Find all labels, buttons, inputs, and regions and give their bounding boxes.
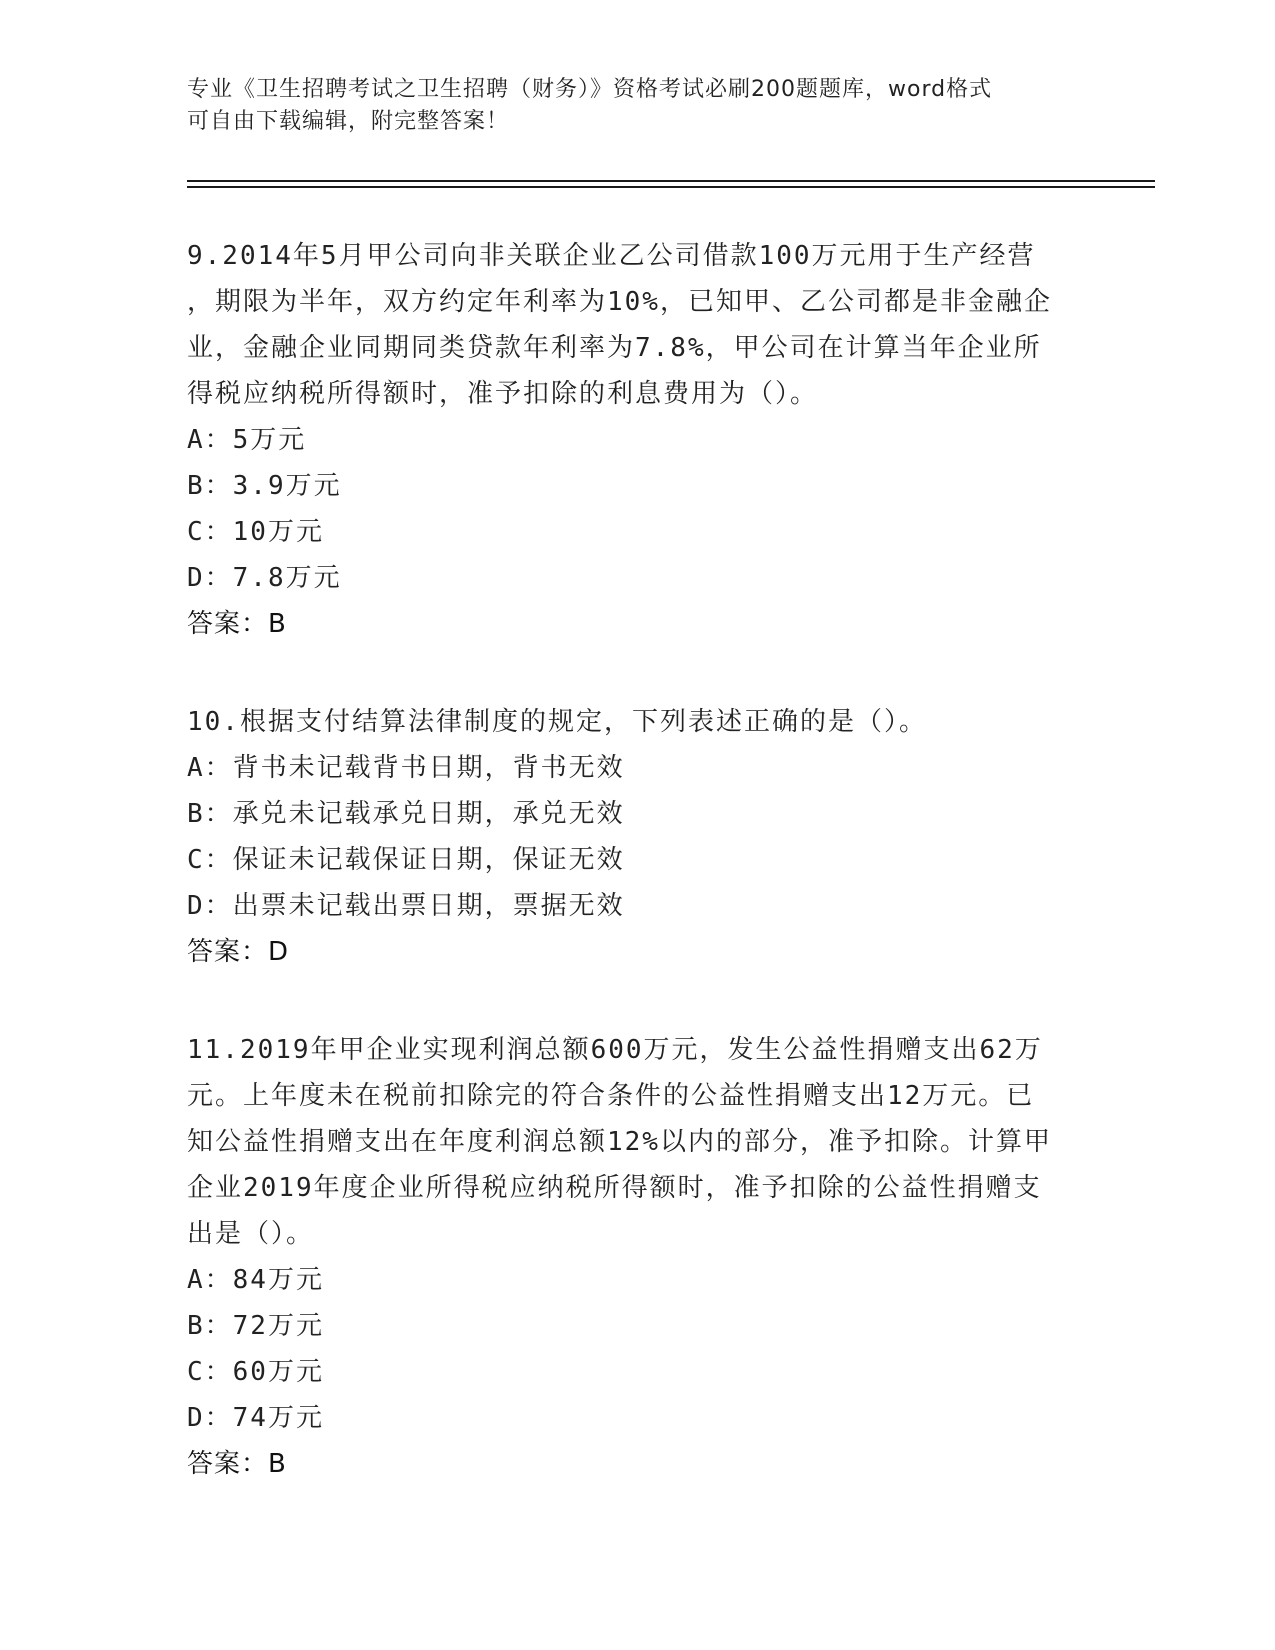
question-10 [187,699,1087,975]
question-stem-line: 知公益性捐赠支出在年度利润总额12%以内的部分，准予扣除。计算甲 [187,1127,1052,1157]
question-stem-line: 9.2014年5月甲公司向非关联企业乙公司借款100万元用于生产经营 [187,241,1036,271]
question-9 [187,233,1087,647]
question-list [187,233,1087,1539]
question-stem-line: ，期限为半年，双方约定年利率为10%，已知甲、乙公司都是非金融企 [187,287,1052,317]
question-stem-line: 11.2019年甲企业实现利润总额600万元，发生公益性捐赠支出62万 [187,1035,1043,1065]
header-line-2: 可自由下载编辑，附完整答案！ [187,109,510,134]
option-c: C：10万元 [187,517,324,547]
header-divider-top [187,180,1155,182]
option-a: A：背书未记载背书日期，背书无效 [187,753,625,783]
document-header [187,74,1067,138]
option-b: B：72万元 [187,1311,324,1341]
option-c: C：60万元 [187,1357,324,1387]
question-stem-line: 10.根据支付结算法律制度的规定，下列表述正确的是（）。 [187,707,927,737]
answer-line: 答案：D [187,937,290,967]
question-stem-line: 企业2019年度企业所得税应纳税所得额时，准予扣除的公益性捐赠支 [187,1173,1042,1203]
option-c: C：保证未记载保证日期，保证无效 [187,845,625,875]
header-divider-bottom [187,186,1155,188]
question-stem-line: 元。上年度未在税前扣除完的符合条件的公益性捐赠支出12万元。已 [187,1081,1035,1111]
option-a: A：84万元 [187,1265,324,1295]
question-stem-line: 得税应纳税所得额时，准予扣除的利息费用为（）。 [187,379,819,409]
question-stem-line: 业，金融企业同期同类贷款年利率为7.8%，甲公司在计算当年企业所 [187,333,1042,363]
option-b: B：3.9万元 [187,471,342,501]
header-line-1: 专业《卫生招聘考试之卫生招聘（财务）》资格考试必刷200题题库，word格式 [187,77,993,102]
option-d: D：7.8万元 [187,563,342,593]
question-11 [187,1027,1087,1487]
question-stem-line: 出是（）。 [187,1219,315,1249]
option-d: D：出票未记载出票日期，票据无效 [187,891,625,921]
option-b: B：承兑未记载承兑日期，承兑无效 [187,799,625,829]
option-a: A：5万元 [187,425,307,455]
answer-line: 答案：B [187,609,287,639]
answer-line: 答案：B [187,1449,287,1479]
option-d: D：74万元 [187,1403,324,1433]
